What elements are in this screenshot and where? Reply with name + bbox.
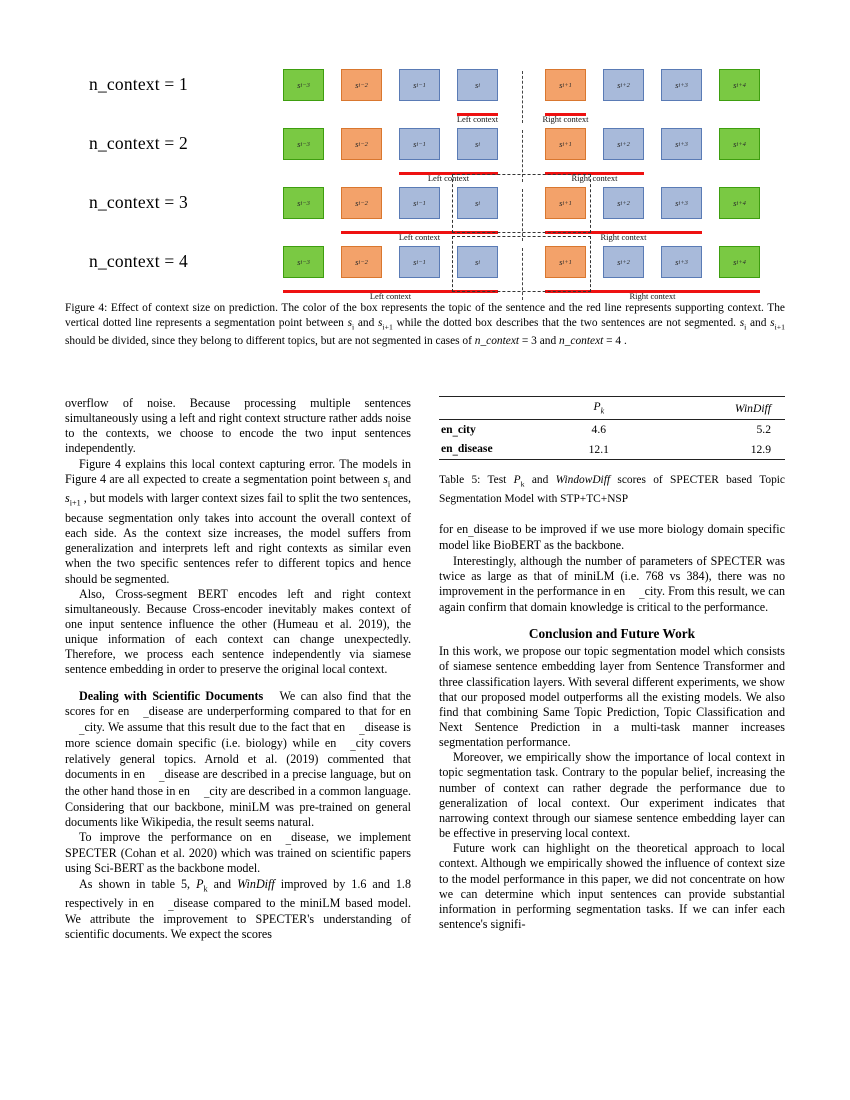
figure-row-n-context-2 bbox=[65, 117, 785, 183]
segmentation-dotted-line bbox=[522, 71, 523, 123]
sentence-box-s-i+1: s i+1 bbox=[545, 69, 586, 101]
sentence-box-strip bbox=[283, 128, 783, 183]
sentence-box-s-i-3: s i−3 bbox=[283, 246, 324, 278]
figure-4-diagram bbox=[65, 58, 785, 301]
right-column bbox=[439, 396, 785, 932]
sentence-box-s-i-1: s i−1 bbox=[399, 187, 440, 219]
sentence-box-s-i-1: s i−1 bbox=[399, 128, 440, 160]
sentence-box-s-i-1: s i−1 bbox=[399, 69, 440, 101]
right-context-caption: Right context bbox=[542, 114, 589, 124]
sentence-box-s-i-2: s i−2 bbox=[341, 246, 382, 278]
table-cell-dataset: en_city bbox=[439, 420, 564, 440]
n-context-label: n_context = 3 bbox=[89, 192, 188, 212]
right-context-caption: Right context bbox=[629, 291, 676, 301]
table-header-blank bbox=[439, 397, 564, 420]
sentence-box-s-i+2: s i+2 bbox=[603, 246, 644, 278]
sentence-box-s-i: s i bbox=[457, 69, 498, 101]
sentence-box-s-i+4: s i+4 bbox=[719, 69, 760, 101]
paragraph: As shown in table 5, $P_k$ and WinDiff improved by 1.6 and 1.8 respectively in en _disease compared to the miniLM based model. We attribute the improvement to SPECTER's understanding of scientific documents. We expect the scores bbox=[65, 876, 412, 942]
n-context-label: n_context = 1 bbox=[89, 74, 188, 94]
sentence-box-s-i-2: s i−2 bbox=[341, 69, 382, 101]
right-context-caption: Right context bbox=[571, 173, 618, 183]
sentence-box-s-i-3: s i−3 bbox=[283, 128, 324, 160]
not-segmented-dotted-box bbox=[452, 236, 591, 292]
runin-paragraph: Dealing with Scientific Documents We can also find that the scores for en _disease are underperforming compared to that for en_city. We assume that this result due to the fact that en _disease is more science domain specific (i.e. biology) while en _city covers relatively general topics. Arnold et al. (2019) commented that documents in en _disease are described in a precise language, but on the other hand those in en _city are described in a common language. Considering that our backbone, miniLM was pre-trained on general documents like Wikipedia, the result seems natural. bbox=[65, 688, 412, 829]
table-row bbox=[439, 440, 785, 460]
sentence-box-s-i+3: s i+3 bbox=[661, 246, 702, 278]
sentence-box-s-i+3: s i+3 bbox=[661, 187, 702, 219]
sentence-box-s-i+4: s i+4 bbox=[719, 128, 760, 160]
sentence-box-s-i+1: s i+1 bbox=[545, 128, 586, 160]
table-cell-windiff: 5.2 bbox=[634, 420, 785, 440]
sentence-box-s-i-2: s i−2 bbox=[341, 187, 382, 219]
paragraph: Future work can highlight on the theoretical approach to local context. Although we empirically showed the influence of context size to the model performance in this paper, we did not concentrate on how we can determine which input sentences can provide substantial information in performing segmentation tasks. If we can infer each sentence's signifi- bbox=[439, 841, 785, 931]
paragraph: In this work, we propose our topic segmentation model which consists of siamese sentence embedding layer from Sentence Transformer and three classification layers. With several different experiments, we show that our proposed model outperforms all the existing models. We also find that combining Same Topic Prediction, Topic Classification and Next Sentence Prediction in a multi-task manner increases segmentation performance. bbox=[439, 644, 785, 750]
figure-row-n-context-3 bbox=[65, 176, 785, 242]
sentence-box-s-i+4: s i+4 bbox=[719, 246, 760, 278]
sentence-box-s-i+3: s i+3 bbox=[661, 69, 702, 101]
left-column bbox=[65, 396, 411, 943]
paragraph: Moreover, we empirically show the importance of local context in topic segmentation task. Contrary to the popular belief, increasing the number of context can rather degrade the performance due to generalization of local context. Our experiment indicates that narrowing context through our siamese sentence embedding layer can be effective in preserving local context. bbox=[439, 750, 785, 841]
paragraph: To improve the performance on en _disease, we implement SPECTER (Cohan et al. 2020) which was trained on scientific papers using Sci-BERT as the backbone model. bbox=[65, 830, 411, 876]
table-row bbox=[439, 420, 785, 440]
left-context-caption: Left context bbox=[369, 291, 412, 301]
not-segmented-dotted-box bbox=[452, 174, 591, 233]
sentence-box-s-i: s i bbox=[457, 187, 498, 219]
table-cell-dataset: en_disease bbox=[439, 440, 564, 460]
section-heading: Conclusion and Future Work bbox=[528, 626, 696, 642]
paragraph: Interestingly, although the number of parameters of SPECTER was twice as large as that of miniLM (i.e. 768 vs 384), there was no improvement in the performance in en _city. From this result, we can again confirm that domain knowledge is critical to the performance. bbox=[439, 553, 785, 615]
left-context-caption: Left context bbox=[456, 114, 499, 124]
figure-row-n-context-4 bbox=[65, 235, 785, 301]
paragraph: overflow of noise. Because processing multiple sentences simultaneously using a left and right context structure rather adds noise to the contexts, we choose to encode the two input sentences independently. bbox=[65, 396, 411, 456]
table-cell-pk: 12.1 bbox=[564, 440, 634, 460]
right-context-caption: Right context bbox=[600, 232, 647, 242]
sentence-box-s-i+2: s i+2 bbox=[603, 69, 644, 101]
left-context-caption: Left context bbox=[427, 173, 470, 183]
table-header-windiff: WinDiff bbox=[634, 397, 785, 420]
paragraph: Figure 4 explains this local context capturing error. The models in Figure 4 are all expected to create a segmentation point between $s_i$ and $s_{i+1}$ , but models with larger context sizes fail to split the two sentences, because segmentation only takes into account the overall context of each side. As the context size increases, the model suffers from generalization and interprets left and right contexts as similar even when the two specific sentences refer to different topics and hence should be segmented. bbox=[65, 456, 411, 586]
table-cell-windiff: 12.9 bbox=[634, 440, 785, 460]
sentence-box-s-i-3: s i−3 bbox=[283, 187, 324, 219]
table-5-caption: Table 5: Test $P_k$ and WindowDiff scores of SPECTER based Topic Segmentation Model with STP+TC+NSP bbox=[439, 473, 785, 505]
paragraph: for en_disease to be improved if we use more biology domain specific model like BioBERT as the backbone. bbox=[439, 522, 785, 553]
sentence-box-s-i+4: s i+4 bbox=[719, 187, 760, 219]
sentence-box-strip bbox=[283, 187, 783, 242]
sentence-box-s-i+1: s i+1 bbox=[545, 187, 586, 219]
figure-row-n-context-1 bbox=[65, 58, 785, 124]
paragraph: Also, Cross-segment BERT encodes left and right context simultaneously. Because Cross-encoder inevitably makes context of one input sentence influence the other (Humeau et al. 2019), the unique information of each context can change unexpectedly. Therefore, we process each sentence independently via siamese sentence embedding in order to preserve the original local context. bbox=[65, 586, 411, 677]
table-cell-pk: 4.6 bbox=[564, 420, 634, 440]
left-context-caption: Left context bbox=[398, 232, 441, 242]
sentence-box-strip bbox=[283, 69, 783, 124]
sentence-box-s-i: s i bbox=[457, 128, 498, 160]
sentence-box-s-i+1: s i+1 bbox=[545, 246, 586, 278]
sentence-box-s-i-1: s i−1 bbox=[399, 246, 440, 278]
table-5-wrapper bbox=[439, 396, 785, 506]
sentence-box-strip bbox=[283, 246, 783, 301]
sentence-box-s-i: s i bbox=[457, 246, 498, 278]
sentence-box-s-i-2: s i−2 bbox=[341, 128, 382, 160]
sentence-box-s-i-3: s i−3 bbox=[283, 69, 324, 101]
sentence-box-s-i+3: s i+3 bbox=[661, 128, 702, 160]
sentence-box-s-i+2: s i+2 bbox=[603, 187, 644, 219]
sentence-box-s-i+2: s i+2 bbox=[603, 128, 644, 160]
runin-heading: Dealing with Scientific Documents bbox=[79, 688, 264, 703]
n-context-label: n_context = 2 bbox=[89, 133, 188, 153]
figure-4-caption: Figure 4: Effect of context size on prediction. The color of the box represents the topic of the sentence and the red line represents supporting context. The vertical dotted line represents a segmentation point between $s_i$ and $s_{i+1}$ while the dotted box describes that the two sentences are not segmented. $s_i$ and $s_{i+1}$ should be divided, since they belong to different topics, but are not segmented in cases of n_context = 3 and n_context = 4 . bbox=[65, 302, 785, 348]
n-context-label: n_context = 4 bbox=[89, 251, 188, 271]
results-table bbox=[439, 396, 785, 460]
table-header-row bbox=[439, 397, 785, 420]
table-header-pk: $P_k$ bbox=[564, 397, 634, 420]
